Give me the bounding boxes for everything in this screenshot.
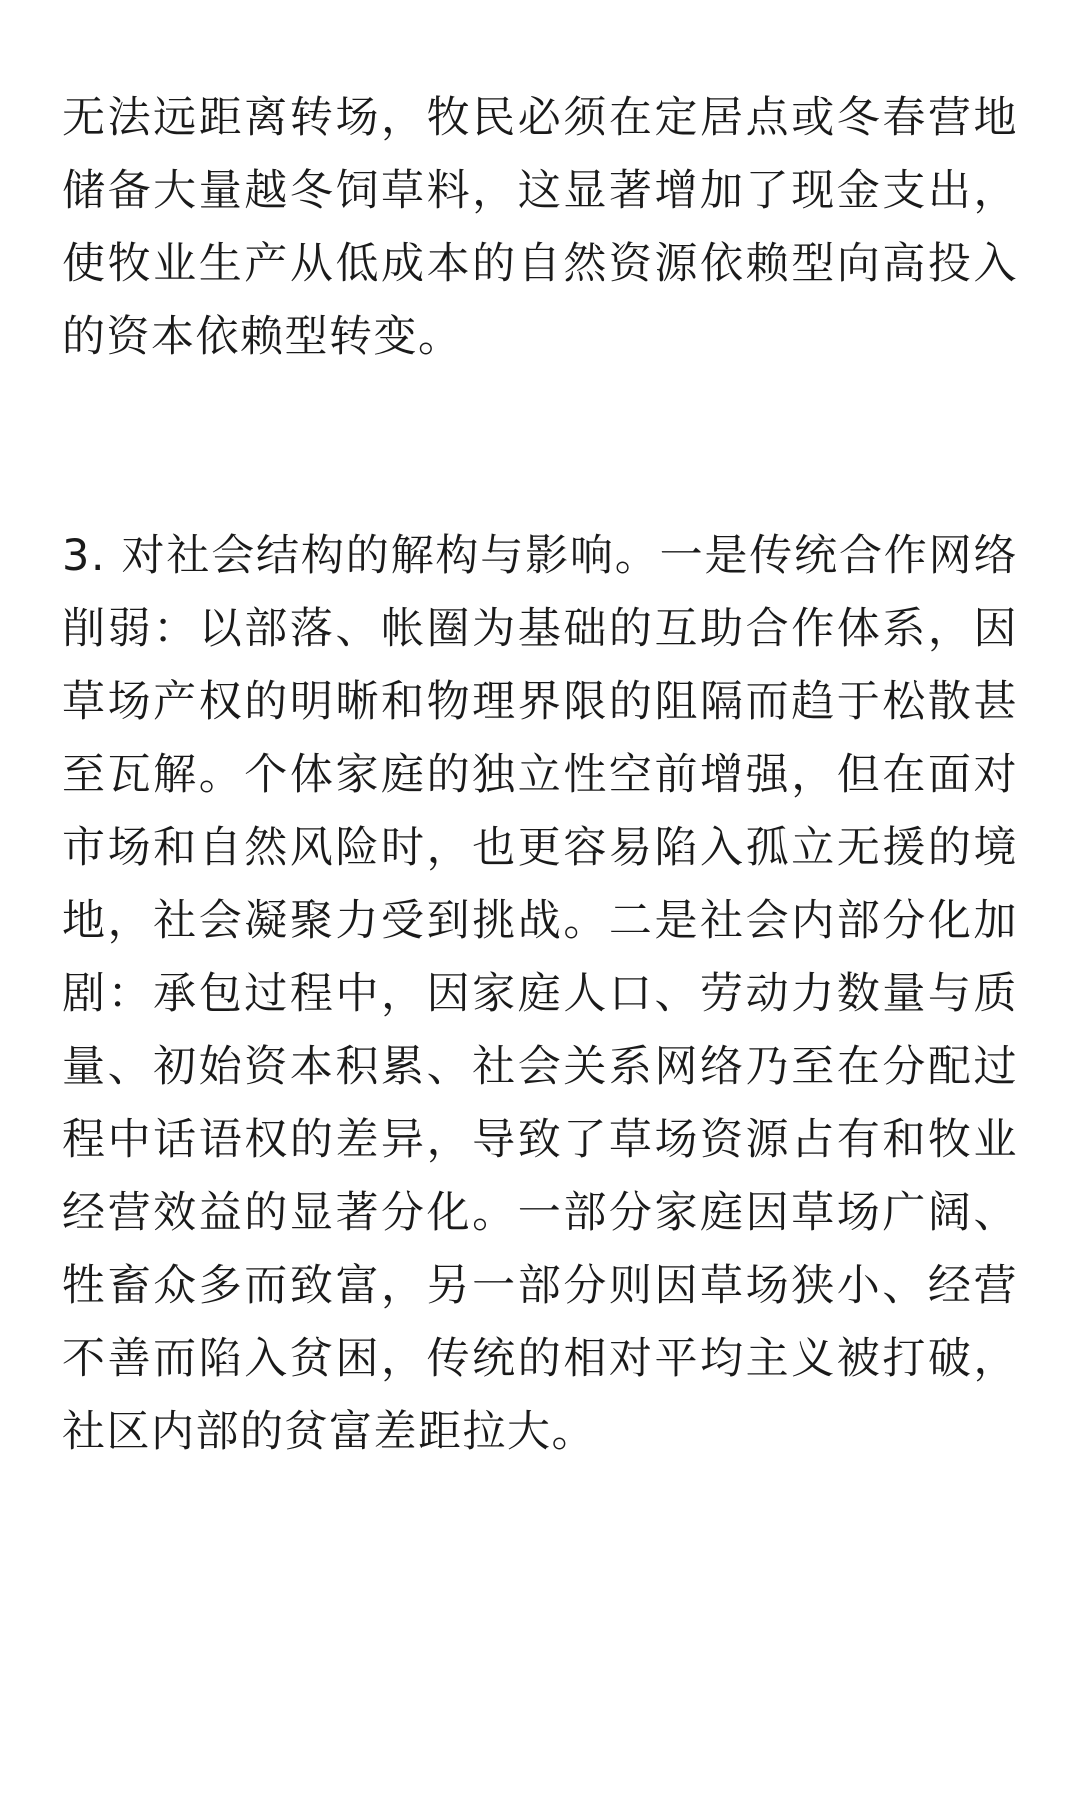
article-body bbox=[62, 82, 1018, 1469]
paragraph-fodder-cost: 无法远距离转场，牧民必须在定居点或冬春营地储备大量越冬饲草料，这显著增加了现金支出，使牧业生产从低成本的自然资源依赖型向高投入的资本依赖型转变。 bbox=[62, 93, 1018, 362]
paragraph-social-structure: 3. 对社会结构的解构与影响。一是传统合作网络削弱：以部落、帐圈为基础的互助合作体系，因草场产权的明晰和物理界限的阻隔而趋于松散甚至瓦解。个体家庭的独立性空前增强，但在面对市场和自然风险时，也更容易陷入孤立无援的境地，社会凝聚力受到挑战。二是社会内部分化加剧：承包过程中，因家庭人口、劳动力数量与质量、初始资本积累、社会关系网络乃至在分配过程中话语权的差异，导致了草场资源占有和牧业经营效益的显著分化。一部分家庭因草场广阔、牲畜众多而致富，另一部分则因草场狭小、经营不善而陷入贫困，传统的相对平均主义被打破，社区内部的贫富差距拉大。 bbox=[62, 531, 1018, 1457]
